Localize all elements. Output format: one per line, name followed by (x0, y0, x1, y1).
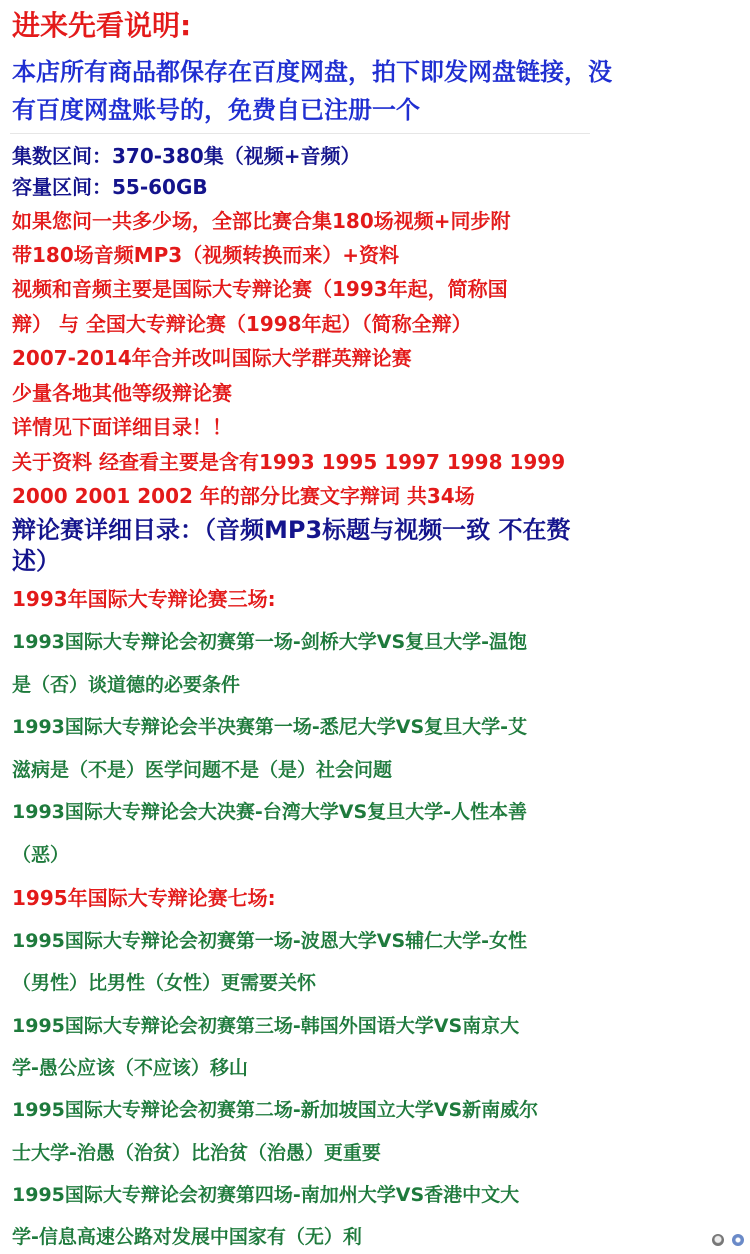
description-line: 少量各地其他等级辩论赛 (12, 381, 232, 405)
description-line: 详情见下面详细目录！！ (12, 415, 232, 439)
section-heading: 1995年国际大专辩论赛七场: (12, 886, 276, 910)
catalog-item-line: 1995国际大专辩论会初赛第三场-韩国外国语大学VS南京大 (12, 1015, 520, 1037)
catalog-item-line: 是（否）谈道德的必要条件 (12, 674, 241, 696)
description-line: 2007-2014年合并改叫国际大学群英辩论赛 (12, 346, 412, 370)
catalog-item-line: 1995国际大专辩论会初赛第四场-南加州大学VS香港中文大 (12, 1184, 520, 1206)
catalog-item-line: 学-愚公应该（不应该）移山 (12, 1057, 248, 1079)
corner-icons (712, 1234, 744, 1246)
catalog-item-line: 1993国际大专辩论会半决赛第一场-悉尼大学VS复旦大学-艾 (12, 716, 528, 738)
catalog-item-line: （男性）比男性（女性）更需要关怀 (12, 972, 317, 994)
avatar-icon[interactable] (712, 1234, 724, 1246)
catalog-item-line: 1995国际大专辩论会初赛第一场-波恩大学VS辅仁大学-女性 (12, 930, 528, 952)
description-line: 视频和音频主要是国际大专辩论赛（1993年起，简称国 (12, 277, 508, 301)
divider (10, 133, 590, 134)
section-heading: 1993年国际大专辩论赛三场: (12, 587, 276, 611)
description-line: 2000 2001 2002 年的部分比赛文字辩词 共34场 (12, 484, 475, 508)
catalog-item-line: （恶） (12, 844, 70, 866)
catalog-item-line: 1993国际大专辩论会初赛第一场-剑桥大学VS复旦大学-温饱 (12, 631, 528, 653)
gear-icon[interactable] (732, 1234, 744, 1246)
description-line: 辩） 与 全国大专辩论赛（1998年起）（简称全辩） (12, 312, 472, 336)
catalog-title-line-1: 辩论赛详细目录：（音频MP3标题与视频一致 不在赘 (12, 516, 571, 544)
intro-line-2: 有百度网盘账号的，免费自已注册一个 (12, 96, 420, 124)
catalog-item-line: 滋病是（不是）医学问题不是（是）社会问题 (12, 759, 393, 781)
catalog-item-line: 1995国际大专辩论会初赛第二场-新加坡国立大学VS新南威尔 (12, 1099, 539, 1121)
catalog-item-line: 士大学-治愚（治贫）比治贫（治愚）更重要 (12, 1142, 381, 1164)
description-line: 带180场音频MP3（视频转换而来）+资料 (12, 243, 399, 267)
episode-range: 集数区间：370-380集（视频+音频） (12, 144, 361, 168)
description-line: 如果您问一共多少场，全部比赛合集180场视频+同步附 (12, 209, 511, 233)
catalog-title-line-2: 述） (12, 547, 60, 575)
catalog-item-line: 学-信息高速公路对发展中国家有（无）利 (12, 1226, 362, 1248)
capacity-range: 容量区间：55-60GB (12, 175, 208, 199)
intro-line-1: 本店所有商品都保存在百度网盘，拍下即发网盘链接，没 (12, 58, 612, 86)
page-title: 进来先看说明: (12, 9, 192, 42)
catalog-item-line: 1993国际大专辩论会大决赛-台湾大学VS复旦大学-人性本善 (12, 801, 528, 823)
description-line: 关于资料 经查看主要是含有1993 1995 1997 1998 1999 (12, 450, 566, 474)
